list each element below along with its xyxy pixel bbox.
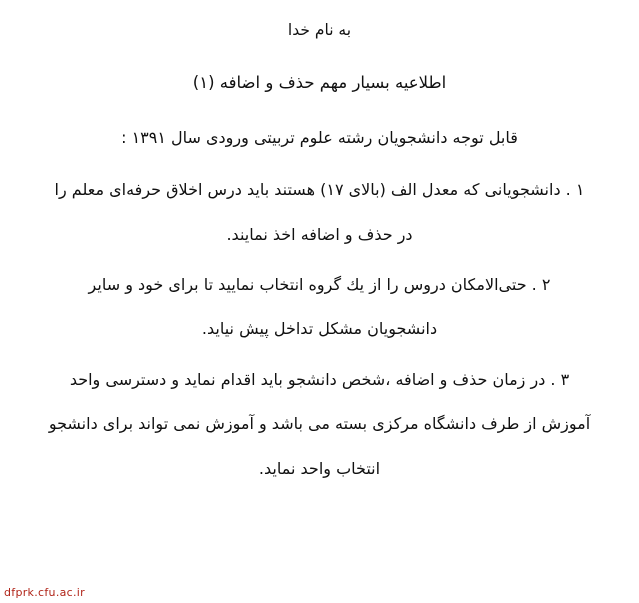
item-2-line-2: دانشجویان مشکل تداخل پیش نیاید.: [201, 319, 438, 339]
item-3-line-3: انتخاب واحد نماید.: [258, 458, 381, 478]
item-3-line-2: آموزش از طرف دانشگاه مرکزی بسته می باشد و آموزش نمی تواند برای دانشجو: [48, 414, 591, 434]
announcement-title: اطلاعیه بسیار مهم حذف و اضافه (۱): [192, 72, 447, 92]
list-item: [18, 181, 621, 244]
site-watermark: dfprk.cfu.ac.ir: [4, 586, 85, 599]
announcement-subtitle: قابل توجه دانشجویان رشته علوم تربیتی ورودی سال ۱۳۹۱ :: [121, 127, 518, 147]
item-1-line-2: در حذف و اضافه اخذ نمایند.: [226, 224, 413, 244]
item-1-line-1: ۱ . دانشجویانی که معدل الف (بالای ۱۷) هستند باید درس اخلاق حرفه‌ای معلم را: [54, 180, 585, 200]
list-item: [18, 276, 621, 339]
item-3-line-1: ۳ . در زمان حذف و اضافه ،شخص دانشجو باید اقدام نماید و دسترسی واحد: [69, 369, 570, 389]
item-2-line-1: ۲ . حتی‌الامکان دروس را از یك گروه انتخاب نمایید تا برای خود و سایر: [88, 274, 551, 294]
bismillah-heading: به نام خدا: [287, 21, 352, 39]
list-item: [18, 371, 621, 478]
